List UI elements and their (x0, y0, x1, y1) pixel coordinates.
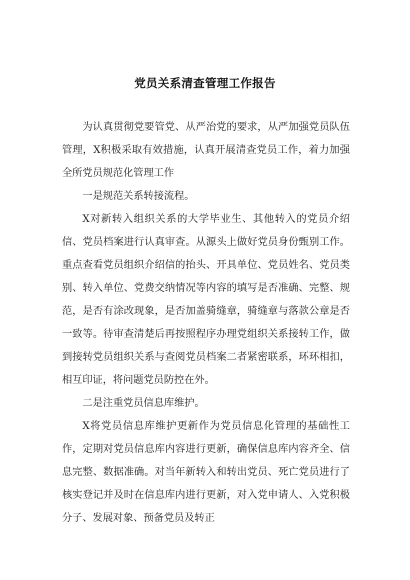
paragraph-heading-1: 一是规范关系转接流程。 (82, 191, 195, 202)
paragraph-database-maintenance: X将党员信息库维护更新作为党员信息化管理的基础性工作，定期对党员信息库内容进行更新，确保信息库内容齐全、信息完整、数据准确。对当年新转入和转出党员、死亡党员进行了核实登记并及时在信息库内进行更新，对入党申请人、入党积极分子、发展对象、预备党员及转正 (62, 421, 350, 524)
paragraph-heading-2: 二是注重党员信息库维护。 (82, 398, 205, 409)
document-title: 党员关系清查管理工作报告 (134, 76, 276, 90)
paragraph-intro: 为认真贯彻党要管党、从严治党的要求，从严加强党员队伍管理，X积极采取有效措施，认真开展清查党员工作，着力加强全所党员规范化管理工作 (62, 122, 350, 179)
document-body (62, 116, 350, 530)
paragraph-transfer-process: X对新转入组织关系的大学毕业生、其他转入的党员介绍信、党员档案进行认真审查。从源头上做好党员身份甄别工作。重点查看党员组织介绍信的抬头、开具单位、党员姓名、党员类别、转入单位、党费交纳情况等内容的填写是否准确、完整、规范，是否有涂改现象，是否加盖骑缝章，骑缝章与落款公章是否一致等。待审查清楚后再按照程序办理党组织关系接转工作，做到接转党员组织关系与查阅党员档案二者紧密联系，环环相扣，相互印证，将问题党员防控在外。 (62, 214, 350, 386)
